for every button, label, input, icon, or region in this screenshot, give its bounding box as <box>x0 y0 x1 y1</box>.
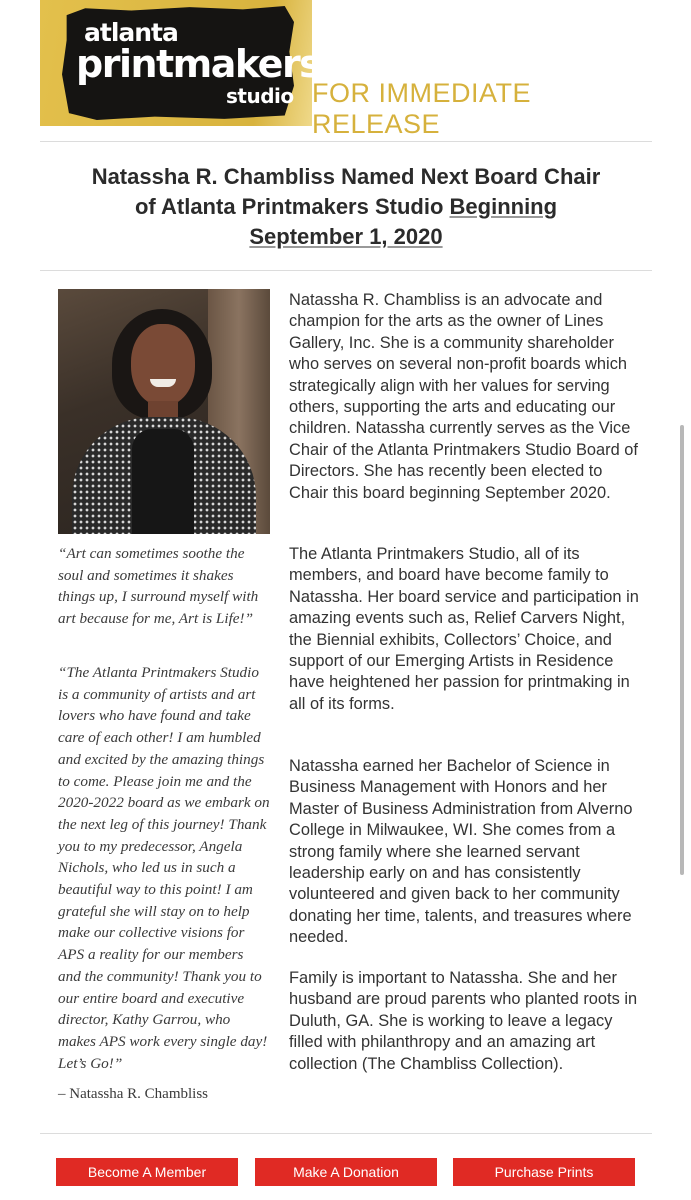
portrait-photo <box>58 289 270 534</box>
logo-line-studio: studio <box>226 84 294 108</box>
become-member-button[interactable]: Become A Member <box>56 1158 238 1186</box>
headline-line-1: Natassha R. Chambliss Named Next Board Chair <box>91 164 601 189</box>
divider-top <box>40 141 652 142</box>
headline-line-3: September 1, 2020 <box>249 224 443 249</box>
body-paragraph-3: Natassha earned her Bachelor of Science in Business Management with Honors and her Master of Business Administration from Alverno College in Milwaukee, WI. She comes from a strong family where she learned servant leadership early on and has consistently volunteered and given back to her community donating her time, talents, and treasures where needed. <box>289 757 633 947</box>
release-label: FOR IMMEDIATE RELEASE <box>312 78 531 139</box>
scrollbar[interactable] <box>680 425 684 875</box>
logo <box>40 0 321 126</box>
body-paragraph-1: Natassha R. Chambliss is an advocate and champion for the arts as the owner of Lines Gallery, Inc. She is a community shareholder who serves on several non-profit boards which strategically align with her values for serving others, supporting the arts and educating our children. Natassha currently serves as the Vice Chair of the Atlanta Printmakers Studio Board of Directors. She has recently been elected to Chair this board beginning September 2020. <box>289 291 638 502</box>
photo-face <box>131 324 195 406</box>
make-donation-button[interactable]: Make A Donation <box>255 1158 437 1186</box>
newsletter-frame <box>40 0 652 1200</box>
body-paragraph-4: Family is important to Natassha. She and her husband are proud parents who planted roots in Duluth, GA. She is working to leave a legacy filled with philanthropy and an amazing art collection (The Chambliss Collection). <box>289 969 638 1073</box>
quote-1: “Art can sometimes soothe the soul and sometimes it shakes things up, I surround myself with art because for me, Art is Life!” <box>58 545 259 628</box>
logo-line-atlanta: atlanta <box>84 18 178 47</box>
divider-headline <box>40 270 652 271</box>
headline <box>40 162 652 252</box>
logo-line-printmakers: printmakers <box>76 42 321 86</box>
divider-footer <box>40 1133 652 1134</box>
body-paragraph-2: The Atlanta Printmakers Studio, all of its members, and board have become family to Natassha. Her board service and participation in amazing events such as, Relief Carvers Night, the Biennial exhibits, Collectors’ Choice, and support of our Emerging Artists in Residence have heightened her passion for printmaking in all of its forms. <box>289 545 639 713</box>
header <box>40 0 652 140</box>
headline-line-2a: of Atlanta Printmakers Studio <box>134 194 450 219</box>
headline-line-2b: Beginning <box>449 194 558 219</box>
logo-text <box>76 18 321 114</box>
quote-2: “The Atlanta Printmakers Studio is a community of artists and art lovers who have found and take care of each other! I am humbled and excited by the amazing things to come. Please join me and the 2020-2022 board as we embark on the next leg of this journey! Thank you to my predecessor, Angela Nichols, who led us in such a beautiful way to this point! I am grateful she will stay on to help make our collective visions for APS a reality for our members and the community! Thank you to our entire board and executive director, Kathy Garrou, who makes APS work every single day! Let’s Go!” <box>58 664 270 1072</box>
quote-attribution: – Natassha R. Chambliss <box>58 1086 208 1102</box>
purchase-prints-button[interactable]: Purchase Prints <box>453 1158 635 1186</box>
photo-smile <box>150 379 176 387</box>
headline-line-2 <box>40 192 652 222</box>
photo-black-top <box>132 429 194 534</box>
